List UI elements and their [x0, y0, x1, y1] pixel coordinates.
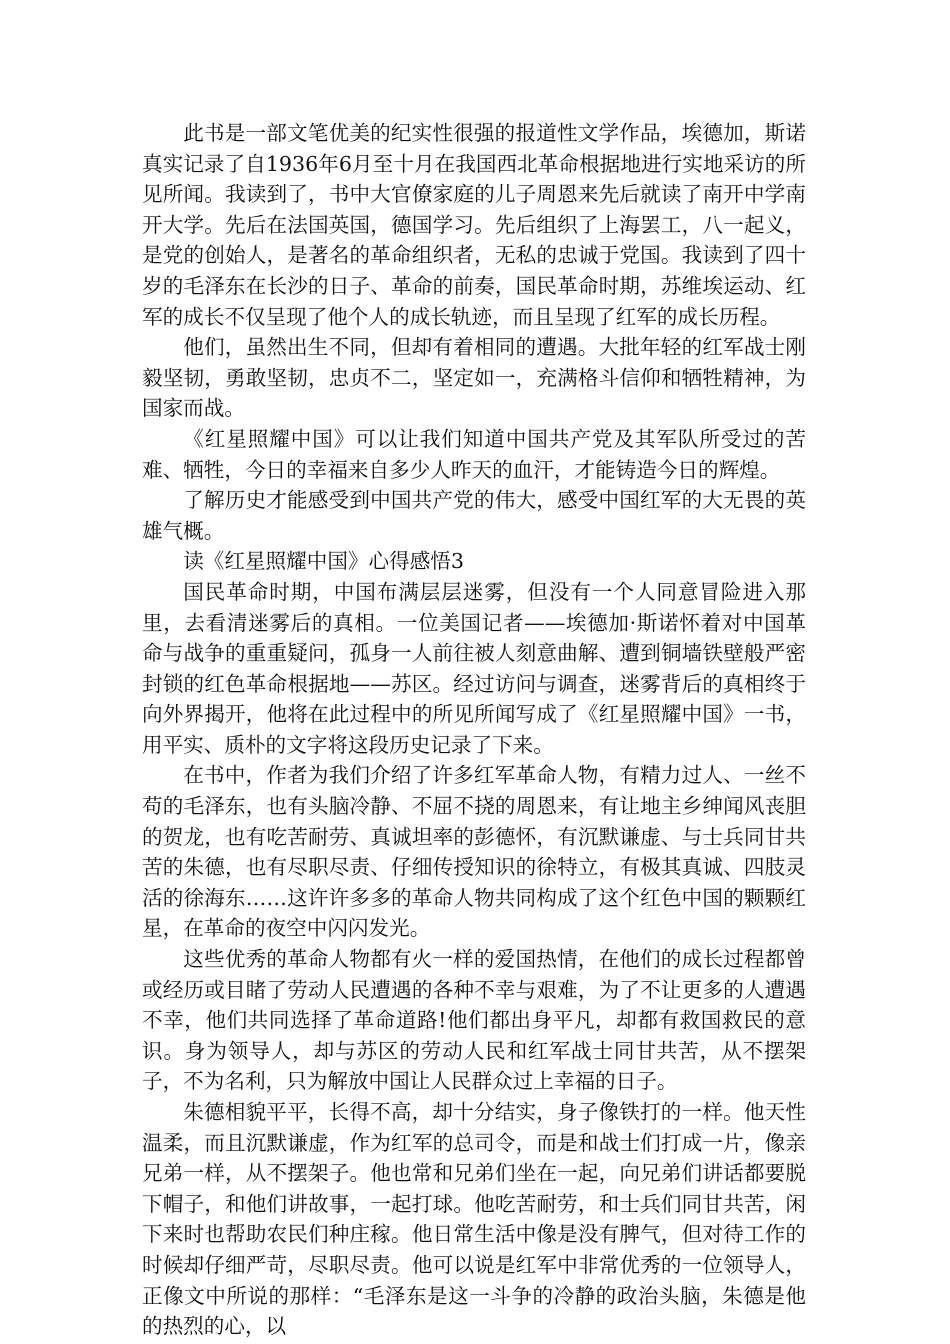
- paragraph-3: 《红星照耀中国》可以让我们知道中国共产党及其军队所受过的苦难、牺牲，今日的幸福来自多少人昨天的血汗，才能铸造今日的辉煌。: [142, 426, 806, 482]
- paragraph-5: 国民革命时期，中国布满层层迷雾，但没有一个人同意冒险进入那里，去看清迷雾后的真相。一位美国记者——埃德加·斯诺怀着对中国革命与战争的重重疑问，孤身一人前往被人刻意曲解、遭到铜墙铁壁般严密封锁的红色革命根据地——苏区。经过访问与调查，迷雾背后的真相终于向外界揭开，他将在此过程中的所见所闻写成了《红星照耀中国》一书，用平实、质朴的文字将这段历史记录了下来。: [142, 579, 806, 757]
- paragraph-6: 在书中，作者为我们介绍了许多红军革命人物，有精力过人、一丝不苟的毛泽东，也有头脑冷静、不屈不挠的周恩来，有让地主乡绅闻风丧胆的贺龙，也有吃苦耐劳、真诚坦率的彭德怀，有沉默谦虚、与士兵同甘共苦的朱德，也有尽职尽责、仔细传授知识的徐特立，有极其真诚、四肢灵活的徐海东……这许许多多的革命人物共同构成了这个红色中国的颗颗红星，在革命的夜空中闪闪发光。: [142, 763, 806, 941]
- paragraph-4: 了解历史才能感受到中国共产党的伟大，感受中国红军的大无畏的英雄气概。: [142, 488, 806, 543]
- paragraph-7: 这些优秀的革命人物都有火一样的爱国热情，在他们的成长过程都曾或经历或目睹了劳动人民遭遇的各种不幸与艰难，为了不让更多的人遭遇不幸，他们共同选择了革命道路!他们都出身平凡，却都有救国救民的意识。身为领导人，却与苏区的劳动人民和红军战士同甘共苦，从不摆架子，不为名利，只为解放中国让人民群众过上幸福的日子。: [142, 947, 806, 1094]
- paragraph-8: 朱德相貌平平，长得不高，却十分结实，身子像铁打的一样。他天性温柔，而且沉默谦虚，作为红军的总司令，而是和战士们打成一片，像亲兄弟一样，从不摆架子。他也常和兄弟们坐在一起，向兄弟们讲话都要脱下帽子，和他们讲故事，一起打球。他吃苦耐劳，和士兵们同甘共苦，闲下来时也帮助农民们种庄稼。他日常生活中像是没有脾气，但对待工作的时候却仔细严苛，尽职尽责。他可以说是红军中非常优秀的一位领导人，正像文中所说的那样：“毛泽东是这一斗争的冷静的政治头脑，朱德是他的热烈的心，以: [142, 1100, 806, 1339]
- paragraph-2: 他们，虽然出生不同，但却有着相同的遭遇。大批年轻的红军战士刚毅坚韧，勇敢坚韧，忠贞不二，坚定如一，充满格斗信仰和牺牲精神，为国家而战。: [142, 335, 806, 421]
- paragraph-1: 此书是一部文笔优美的纪实性很强的报道性文学作品，埃德加，斯诺真实记录了自1936年6月至十月在我国西北革命根据地进行实地采访的所见所闻。我读到了，书中大官僚家庭的儿子周恩来先后就读了南开中学南开大学。先后在法国英国，德国学习。先后组织了上海罢工，八一起义，是党的创始人，是著名的革命组织者，无私的忠诚于党国。我读到了四十岁的毛泽东在长沙的日子、革命的前奏，国民革命时期，苏维埃运动、红军的成长不仅呈现了他个人的成长轨迹，而且呈现了红军的成长历程。: [142, 121, 806, 329]
- section-heading: 读《红星照耀中国》心得感悟3: [183, 549, 465, 574]
- document-page: [142, 118, 806, 1342]
